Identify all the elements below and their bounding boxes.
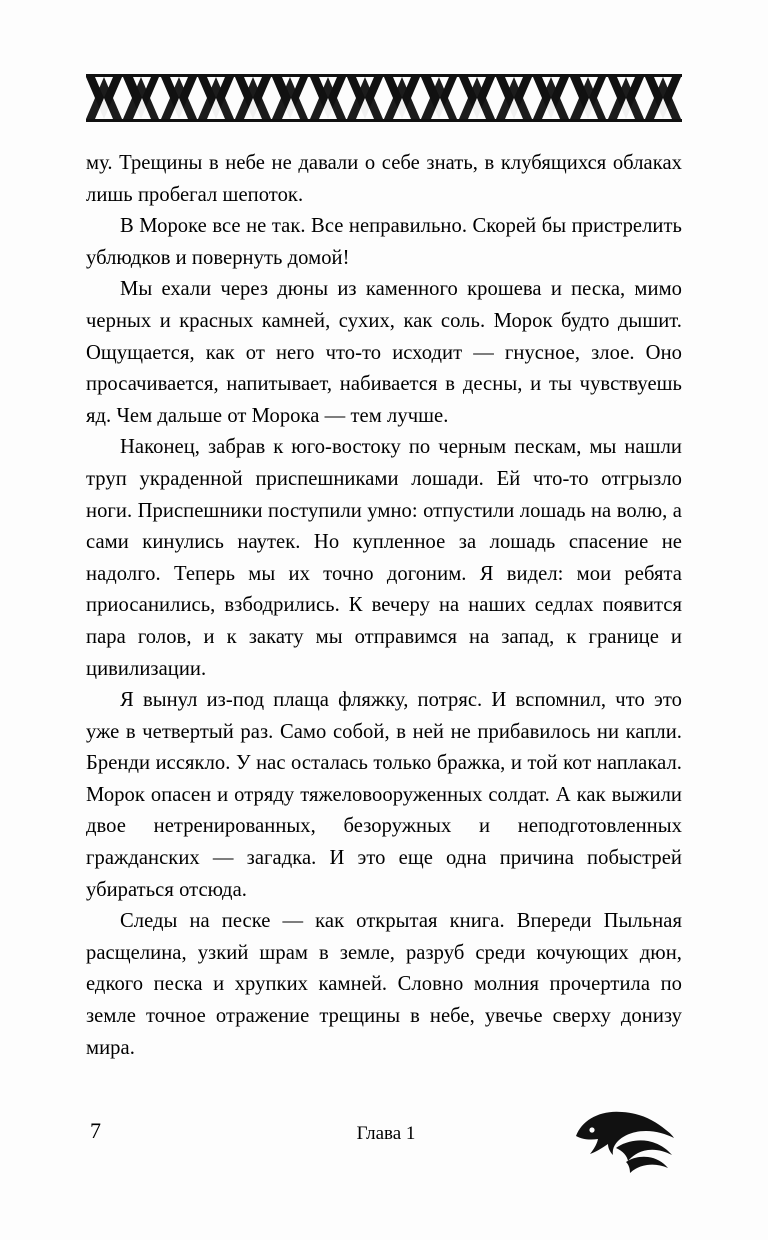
ornament-chevron (496, 77, 533, 119)
ornament-chevron (123, 77, 160, 119)
ornament-chevron (608, 77, 645, 119)
page-footer (86, 1112, 682, 1172)
paragraph: В Мороке все не так. Все неправильно. Скорей бы пристрелить ублюдков и повернуть домой! (86, 215, 682, 269)
ornament-chevron (645, 77, 682, 119)
ornament-chevron (310, 77, 347, 119)
ornament-chevron (161, 77, 198, 119)
ornament-chevron (459, 77, 496, 119)
paragraph: му. Трещины в небе не давали о себе знать, в клубящихся облаках лишь пробегал шепоток. (86, 152, 682, 206)
ornament-chevron (384, 77, 421, 119)
paragraph: Мы ехали через дюны из каменного крошева и песка, мимо черных и красных камней, сухих, как соль. Морок будто дышит. Ощущается, как от него что-то исходит — гнусное, злое. Оно просачивается, напитывает, набивается в десны, и ты чувствуешь яд. Чем дальше от Морока — тем лучше. (86, 278, 682, 427)
paragraph: Наконец, забрав к юго-востоку по черным пескам, мы нашли труп украденной приспешниками лошади. Ей что-то отгрызло ноги. Приспешники поступили умно: отпустили лошадь на волю, а сами кинулись наутек. Но купленное за лошадь спасение не надолго. Теперь мы их точно догоним. Я видел: мои ребята приосанились, взбодрились. К вечеру на наших седлах появится пара голов, и к закату мы отправимся на запад, к границе и цивилизации. (86, 436, 682, 680)
chapter-ornament-band (86, 74, 682, 122)
ornament-chevron (347, 77, 384, 119)
page-body-text (86, 148, 682, 1064)
paragraph: Я вынул из-под плаща фляжку, потряс. И вспомнил, что это уже в четвертый раз. Само собой, в ней не прибавилось ни капли. Бренди иссякло. У нас осталась только бражка, и той кот наплакал. Морок опасен и отряду тяжеловооруженных солдат. А как выжили двое нетренированных, безоружных и неподготовленных гражданских — загадка. И это еще одна причина побыстрей убираться отсюда. (86, 689, 682, 901)
ornament-chevron (272, 77, 309, 119)
page-number: 7 (90, 1118, 101, 1143)
ornament-chevron (570, 77, 607, 119)
ornament-chevron (198, 77, 235, 119)
ornament-zigzag-row-up (86, 77, 682, 119)
running-title: Глава 1 (356, 1123, 416, 1144)
paragraph: Следы на песке — как открытая книга. Впереди Пыльная расщелина, узкий шрам в земле, разруб среди кочующих дюн, едкого песка и хрупких камней. Словно молния прочертила по земле точное отражение трещины в небе, увечье сверху донизу мира. (86, 910, 682, 1059)
ornament-chevron (533, 77, 570, 119)
ornament-rule-bottom (86, 119, 682, 122)
ornament-chevron (235, 77, 272, 119)
dragon-logo-icon (566, 1100, 686, 1178)
ornament-chevron (86, 77, 123, 119)
ornament-chevron (421, 77, 458, 119)
